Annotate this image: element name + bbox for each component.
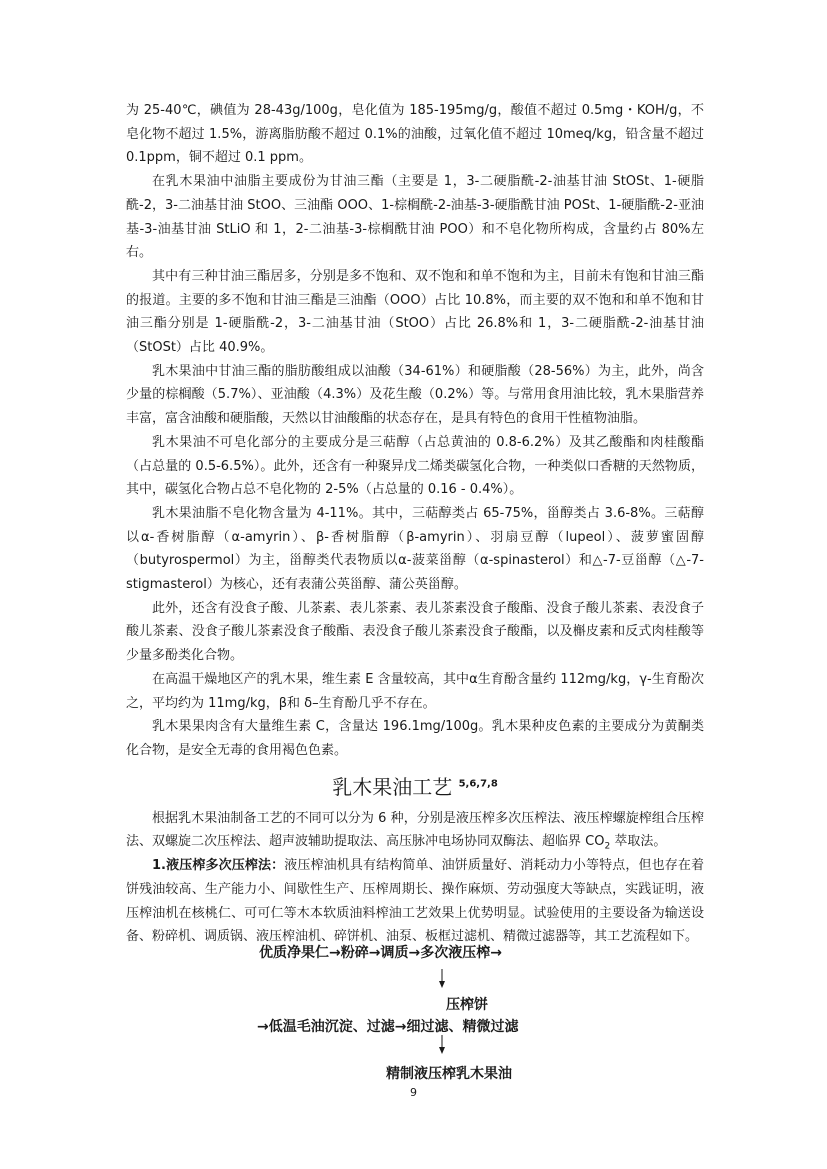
intro-text-end: 萃取法。 [610, 834, 667, 850]
flow-arrow-down-2 [439, 1035, 445, 1054]
method-1-text: 液压榨油机具有结构简单、油饼质量好、消耗动力小等特点，但也存在着饼残油较高、生产能力小、间歇性生产、压榨周期长、操作麻烦、劳动强度大等缺点，实践证明，液压榨油机在核桃仁、可可仁等木本软质油料榨油工艺效果上优势明显。试验使用的主要设备为输送设备、粉碎机、调质锅、液压榨油机、碎饼机、油泵、板框过滤机、精微过滤器等，其工艺流程如下。 [126, 858, 704, 945]
page-number: 9 [410, 1086, 417, 1099]
paragraph-polyphenols: 此外，还含有没食子酸、儿茶素、表儿茶素、表儿茶素没食子酸酯、没食子酸儿茶素、表没食子酸儿茶素、没食子酸儿茶素没食子酸酯、表没食子酸儿茶素没食子酸酯，以及槲皮素和反式肉桂酸等少量多酚类化合物。 [126, 600, 704, 664]
paragraph-triglyceride-types: 其中有三种甘油三酯居多，分别是多不饱和、双不饱和和单不饱和为主，目前未有饱和甘油三酯的报道。主要的多不饱和甘油三酯是三油酯（OOO）占比 10.8%，而主要的双不饱和和单不饱和甘油三酯分别是 1-硬脂酰-2，3-二油基甘油（StOO）占比 26.8%和 1，3-二硬脂酰-2-油基甘油（StOSt）占比 40.9%。 [126, 268, 704, 356]
section-references: 5,6,7,8 [458, 778, 498, 790]
section-title: 乳木果油工艺 [332, 774, 453, 799]
paragraph-unsaponifiable: 乳木果油不可皂化部分的主要成分是三萜醇（占总黄油的 0.8-6.2%）及其乙酸酯和肉桂酸酯（占总量的 0.5-6.5%）。此外，还含有一种聚异戊二烯类碳氢化合物，一种类似口香糖的天然物质，其中，碳氢化合物占总不皂化物的 2-5%（占总量的 0.16 - 0.4%）。 [126, 434, 704, 498]
method-1-label: 1.液压榨多次压榨法： [152, 858, 285, 874]
paragraph-triglyceride-composition: 在乳木果油中油脂主要成份为甘油三酯（主要是 1，3-二硬脂酰-2-油基甘油 StOSt、1-硬脂酰-2，3-二油基甘油 StOO、三油酯 OOO、1-棕榈酰-2-油基-3-硬脂酰甘油 POSt、1-硬脂酰-2-亚油基-3-油基甘油 StLiO 和 1，2-二油基-3-棕榈酰甘油 POO）和不皂化物所构成，含量约占 80%左右。 [126, 174, 704, 261]
paragraph-vitamin-e: 在高温干燥地区产的乳木果，维生素 E 含量较高，其中α生育酚含量约 112mg/kg，γ-生育酚次之，平均约为 11mg/kg，β和 δ–生育酚几乎不存在。 [126, 671, 704, 711]
paragraph-vitamin-c: 乳木果果肉含有大量维生素 C，含量达 196.1mg/100g。乳木果种皮色素的主要成分为黄酮类化合物，是安全无毒的食用褐色色素。 [126, 719, 704, 758]
flow-node-press-cake: 压榨饼 [446, 997, 488, 1013]
flow-step-line-3: →低温毛油沉淀、过滤→细过滤、精微过滤 [257, 1019, 519, 1035]
flow-arrow-down-1 [439, 969, 445, 988]
intro-text: 根据乳木果油制备工艺的不同可以分为 6 种，分别是液压榨多次压榨法、液压榨螺旋榨组合压榨法、双螺旋二次压榨法、超声波辅助提取法、高压脉冲电场协同双酶法、超临界 CO [126, 810, 704, 850]
co2-subscript: 2 [604, 841, 611, 852]
flow-node-refined-oil: 精制液压榨乳木果油 [386, 1066, 512, 1082]
paragraph-triterpene-alcohols: 乳木果油脂不皂化物含量为 4-11%。其中，三萜醇类占 65-75%，甾醇类占 3.6-8%。三萜醇以α-香树脂醇（α-amyrin）、β-香树脂醇（β-amyrin）、羽扇豆醇（lupeol）、菠萝蜜固醇（butyrospermol）为主，甾醇类代表物质以α-菠菜甾醇（α-spinasterol）和△-7-豆甾醇（△-7-stigmasterol）为核心，还有表蒲公英甾醇、蒲公英甾醇。 [126, 505, 704, 593]
paragraph-fatty-acids: 乳木果油中甘油三酯的脂肪酸组成以油酸（34-61%）和硬脂酸（28-56%）为主，此外，尚含少量的棕榈酸（5.7%）、亚油酸（4.3%）及花生酸（0.2%）等。与常用食用油比较，乳木果脂营养丰富，富含油酸和硬脂酸，天然以甘油酸酯的状态存在，是具有特色的食用干性植物油脂。 [126, 363, 704, 427]
paragraph-continued: 为 25-40℃，碘值为 28-43g/100g，皂化值为 185-195mg/g，酸值不超过 0.5mg・KOH/g，不皂化物不超过 1.5%，游离脂肪酸不超过 0.1%的油酸，过氧化值不超过 10meq/kg，铅含量不超过 0.1ppm，铜不超过 0.1 ppm。 [126, 103, 704, 166]
flow-step-line-1: 优质净果仁→粉碎→调质→多次液压榨→ [259, 945, 502, 961]
